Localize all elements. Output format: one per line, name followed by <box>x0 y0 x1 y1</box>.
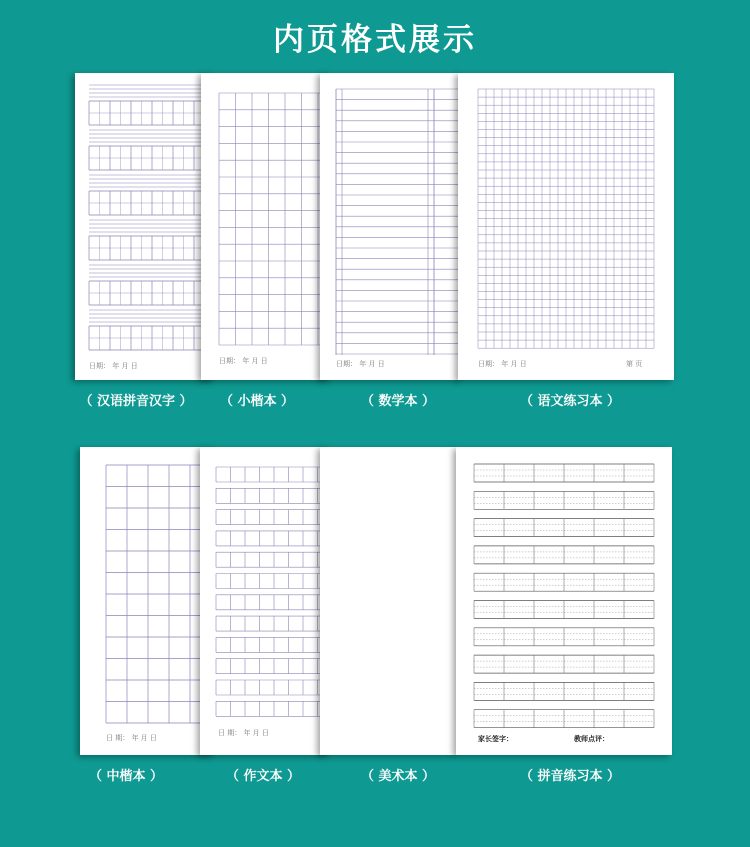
label-shuxue: （ 数学本 ） <box>360 394 436 409</box>
label-zuowen: （ 作文本 ） <box>225 769 301 784</box>
label-yuwen: （ 语文练习本 ） <box>519 394 621 409</box>
notebook-page-xiaokai <box>201 73 331 380</box>
date-footer: 日期： 年 月 日 <box>219 357 268 365</box>
label-zhongkai: （ 中楷本 ） <box>88 769 164 784</box>
date-footer: 日期： 年 月 日 <box>478 360 527 368</box>
pinyin-lianxi-lines <box>456 447 672 755</box>
notebook-page-yuwen <box>458 73 674 380</box>
page-number-footer: 第 页 <box>626 360 643 368</box>
date-footer: 日 期： 年 月 日 <box>106 734 157 742</box>
notebook-page-zuowen <box>200 447 330 755</box>
notebook-page-shuxue <box>320 73 462 380</box>
date-footer: 日 期： 年 月 日 <box>218 729 269 737</box>
notebook-page-pinyin-lianxi <box>456 447 672 755</box>
parent-sign-footer: 家长签字： <box>478 735 513 743</box>
label-xiaokai: （ 小楷本 ） <box>219 394 295 409</box>
xiaokai-grid <box>201 73 331 380</box>
notebook-page-pinyin-hanzi <box>75 73 215 380</box>
teacher-comment-footer: 教师点评： <box>574 735 609 743</box>
zuowen-grid <box>200 447 330 755</box>
notebook-page-zhongkai <box>80 447 215 755</box>
shuxue-lines <box>320 73 462 380</box>
zhongkai-grid <box>80 447 215 755</box>
label-pinyin-hanzi: （ 汉语拼音汉字 ） <box>79 394 193 409</box>
label-pinyin-lianxi: （ 拼音练习本 ） <box>519 769 621 784</box>
date-footer: 日期： 年 月 日 <box>336 360 385 368</box>
page-title: 内页格式展示 <box>273 22 477 58</box>
label-meishu: （ 美术本 ） <box>360 769 436 784</box>
pinyin-hanzi-grid <box>75 73 215 380</box>
date-footer: 日期： 年 月 日 <box>89 362 138 370</box>
yuwen-grid <box>458 73 674 380</box>
notebook-page-meishu <box>320 447 458 755</box>
